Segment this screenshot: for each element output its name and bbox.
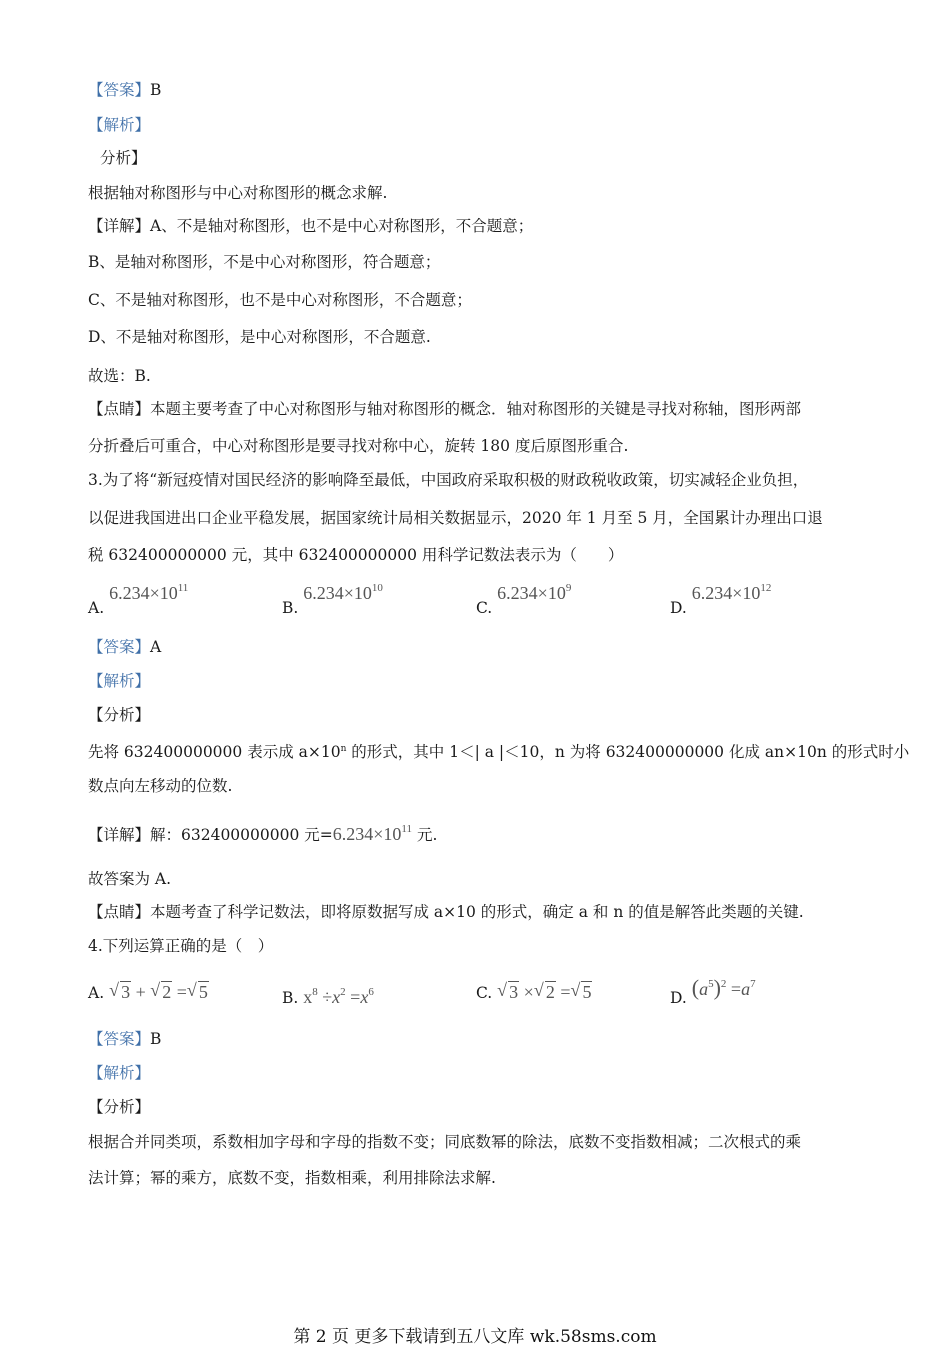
- q3-conclusion: 故答案为 A.: [88, 870, 172, 888]
- q4-stem: 4.下列运算正确的是（ ）: [88, 937, 274, 955]
- q4-option-c: C. √ 3 ×√ 2 =√ 5: [476, 982, 592, 1003]
- q3-option-d-formula: $6.234\times 10^{12}$: [691, 582, 772, 603]
- q3-stem-line-1: 3.为了将“新冠疫情对国民经济的影响降至最低，中国政府采取积极的财政税收政策，切实减轻企业负担，: [88, 471, 809, 489]
- q4-analysis-tag: 【解析】: [88, 1064, 151, 1082]
- q3-answer-line: [88, 637, 161, 657]
- q2-analysis-label: 分析】: [100, 149, 147, 167]
- q3-analysis-line-2: 数点向左移动的位数.: [88, 777, 233, 795]
- q2-detail-line-3: C、不是轴对称图形，也不是中心对称图形，不合题意；: [88, 291, 472, 309]
- page-footer: 第 2 页 更多下载请到五八文库 wk.58sms.com: [293, 1327, 657, 1347]
- q4-option-a: A. √ 3 + √ 2 =√ 5: [88, 982, 209, 1003]
- answer-tag: 【答案】: [88, 81, 151, 99]
- answer-value: B: [150, 1030, 162, 1048]
- q2-comment-line-2: 分折叠后可重合，中心对称图形是要寻找对称中心，旋转 180 度后原图形重合.: [88, 437, 629, 455]
- q3-analysis-label: 【分析】: [88, 706, 151, 724]
- q4-option-a-formula: √ 3 + √ 2 =√ 5: [109, 982, 209, 1002]
- q3-stem-line-3: 税 632400000000 元，其中 632400000000 用科学记数法表示为（ ）: [88, 546, 624, 564]
- q3-option-c: C. $6.234\times 10^9$: [476, 582, 572, 617]
- q2-detail-line-1: 【详解】A、不是轴对称图形，也不是中心对称图形，不合题意；: [88, 217, 534, 235]
- q3-comment: 【点睛】本题考查了科学记数法，即将原数据写成 a×10 的形式，确定 a 和 n 的值是解答此类题的关键.: [88, 903, 804, 921]
- q2-answer-line: [88, 80, 161, 100]
- q4-option-d: D. $(a^5)^2 =a^7$: [670, 975, 756, 1007]
- answer-value: A: [150, 638, 162, 656]
- q2-detail-line-4: D、不是轴对称图形，是中心对称图形，不合题意.: [88, 328, 431, 346]
- q3-analysis-tag: 【解析】: [88, 672, 151, 690]
- q3-option-d: D. $6.234\times 10^{12}$: [670, 582, 772, 617]
- q3-option-b: B. $6.234\times 10^{10}$: [282, 582, 383, 617]
- q4-analysis-line-2: 法计算；幂的乘方，底数不变，指数相乘，利用排除法求解.: [88, 1169, 496, 1187]
- answer-tag: 【答案】: [88, 1030, 151, 1048]
- q2-comment-line-1: 【点睛】本题主要考查了中心对称图形与轴对称图形的概念．轴对称图形的关键是寻找对称轴，图形两部: [88, 400, 802, 418]
- q4-option-c-formula: √ 3 ×√ 2 =√ 5: [497, 982, 592, 1002]
- q3-stem-line-2: 以促进我国进出口企业平稳发展，据国家统计局相关数据显示，2020 年 1 月至 5 月，全国累计办理出口退: [88, 509, 823, 527]
- answer-tag: 【答案】: [88, 638, 151, 656]
- q3-detail: 【详解】解：632400000000 元$=6.234\times 10^{11}$ 元.: [88, 823, 438, 844]
- q4-option-d-formula: $(a^5)^2 =a^7$: [691, 975, 756, 1000]
- q4-option-b: B. $x^8 \div x^2 =x^6$: [282, 986, 374, 1007]
- answer-value: B: [150, 81, 162, 99]
- q2-analysis-tag: 【解析】: [88, 116, 151, 134]
- q2-choice: 故选：B.: [88, 367, 151, 385]
- q4-option-b-formula: $x^8 \div x^2 =x^6$: [303, 986, 374, 1007]
- q3-option-c-formula: $6.234\times 10^9$: [497, 582, 572, 603]
- q3-option-a-formula: $6.234\times 10^{11}$: [109, 582, 189, 603]
- q3-option-b-formula: $6.234\times 10^{10}$: [303, 582, 383, 603]
- q4-analysis-line-1: 根据合并同类项，系数相加字母和字母的指数不变；同底数幂的除法，底数不变指数相减；二次根式的乘: [88, 1133, 802, 1151]
- q4-analysis-label: 【分析】: [88, 1098, 151, 1116]
- q2-analysis-text: 根据轴对称图形与中心对称图形的概念求解.: [88, 184, 388, 202]
- q3-analysis-line-1: 先将 632400000000 表示成 $a\times 10^n$ 的形式，其中 1＜| a |＜10，n 为将 632400000000 化成 an×10n 的形式时小: [88, 743, 910, 762]
- q2-detail-line-2: B、是轴对称图形，不是中心对称图形，符合题意；: [88, 253, 441, 271]
- q3-option-a: A. $6.234\times 10^{11}$: [88, 582, 189, 617]
- q4-answer-line: [88, 1029, 161, 1049]
- q3-detail-formula: $6.234\times 10^{11}$: [332, 823, 413, 844]
